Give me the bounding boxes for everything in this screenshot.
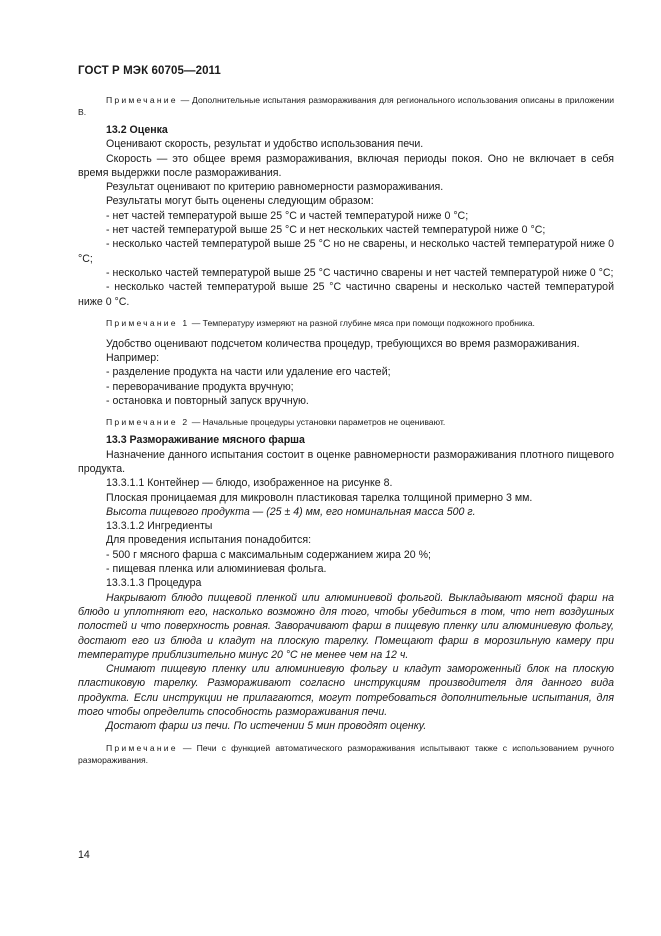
paragraph: Оценивают скорость, результат и удобство использования печи. [106, 138, 424, 151]
note-2 [78, 416, 614, 428]
list-item: - несколько частей температурой выше 25 °С но не сварены, и несколько частей температурой ниже 0 °С; [78, 238, 614, 265]
paragraph: Для проведения испытания понадобится: [106, 534, 312, 547]
note-text: — Температуру измеряют на разной глубине мяса при помощи подкожного пробника. [189, 317, 535, 328]
note-text: — Печи с функцией автоматического размораживания испытывают также с использованием ручного размораживания. [78, 742, 614, 765]
procedure-paragraph: Снимают пищевую пленку или алюминиевую фольгу и кладут замороженный блок на плоскую пластиковую тарелку. Размораживают согласно инструкциям производителя для данного вида продукта. Если инструкции не прилагаются, могут потребоваться дополнительные испытания, для того чтобы определить способность размораживания печи. [78, 663, 614, 718]
note-label: Примечание 1 [106, 317, 190, 328]
note-label: Примечание [106, 742, 178, 753]
note-label: Примечание 2 [106, 417, 190, 428]
procedure-paragraph: Накрывают блюдо пищевой пленкой или алюминиевой фольгой. Выкладывают мясной фарш на блюдо и уплотняют его, насколько возможно для того, чтобы убедиться в том, что нет воздушных полостей и что поверхность ровная. Заворачивают фарш в пищевую пленку или алюминиевую фольгу, достают его из блюда и кладут на плоскую тарелку. Помещают фарш в морозильную камеру при температуре приблизительно минус 20 °С не менее чем на 12 ч. [78, 591, 614, 661]
clause-13-3-1-3: 13.3.1.3 Процедура [106, 577, 202, 590]
list-item: - нет частей температурой выше 25 °С и частей температурой ниже 0 °С; [106, 209, 469, 222]
paragraph: Результат оценивают по критерию равномерности размораживания. [106, 181, 444, 194]
list-item: - 500 г мясного фарша с максимальным содержанием жира 20 %; [106, 548, 431, 561]
note-appendix-b [78, 94, 614, 118]
list-item: - переворачивание продукта вручную; [106, 380, 294, 393]
document-header: ГОСТ Р МЭК 60705—2011 [78, 65, 221, 77]
note-text: — Дополнительные испытания размораживания для регионального использования описаны в приложении В. [78, 95, 614, 117]
paragraph: Назначение данного испытания состоит в оценке равномерности размораживания плотного пищевого продукта. [78, 448, 614, 475]
procedure-paragraph: Достают фарш из печи. По истечении 5 мин проводят оценку. [106, 720, 427, 733]
list-item: - остановка и повторный запуск вручную. [106, 395, 309, 408]
paragraph: Высота пищевого продукта — (25 ± 4) мм, его номинальная масса 500 г. [106, 505, 476, 518]
section-13-3-title: 13.3 Размораживание мясного фарша [106, 434, 305, 447]
clause-13-3-1-1: 13.3.1.1 Контейнер — блюдо, изображенное на рисунке 8. [106, 477, 393, 490]
note-text: — Начальные процедуры установки параметров не оценивают. [189, 417, 446, 428]
paragraph: Удобство оценивают подсчетом количества процедур, требующихся во время размораживания. [106, 337, 580, 350]
note-1 [78, 317, 614, 329]
paragraph: Плоская проницаемая для микроволн пластиковая тарелка толщиной примерно 3 мм. [106, 491, 533, 504]
list-item: - пищевая пленка или алюминиевая фольга. [106, 563, 327, 576]
list-item: - несколько частей температурой выше 25 °С частично сварены и несколько частей температурой ниже 0 °С. [78, 281, 614, 308]
paragraph: Скорость — это общее время размораживания, включая периоды покоя. Оно не включает в себя время выдержки после размораживания. [78, 152, 614, 179]
list-item: - разделение продукта на части или удаление его частей; [106, 366, 391, 379]
note-auto-defrost [78, 742, 614, 766]
page-number: 14 [78, 849, 90, 861]
list-item: - несколько частей температурой выше 25 °С частично сварены и нет частей температурой ниже 0 °С; [106, 266, 614, 279]
paragraph: Результаты могут быть оценены следующим образом: [106, 195, 374, 208]
section-13-2-title: 13.2 Оценка [106, 124, 168, 136]
note-label: Примечание [106, 95, 178, 105]
clause-13-3-1-2: 13.3.1.2 Ингредиенты [106, 520, 213, 533]
page-content [78, 94, 614, 766]
list-item: - нет частей температурой выше 25 °С и нет нескольких частей температурой ниже 0 °С; [106, 224, 546, 237]
paragraph: Например: [106, 352, 160, 365]
